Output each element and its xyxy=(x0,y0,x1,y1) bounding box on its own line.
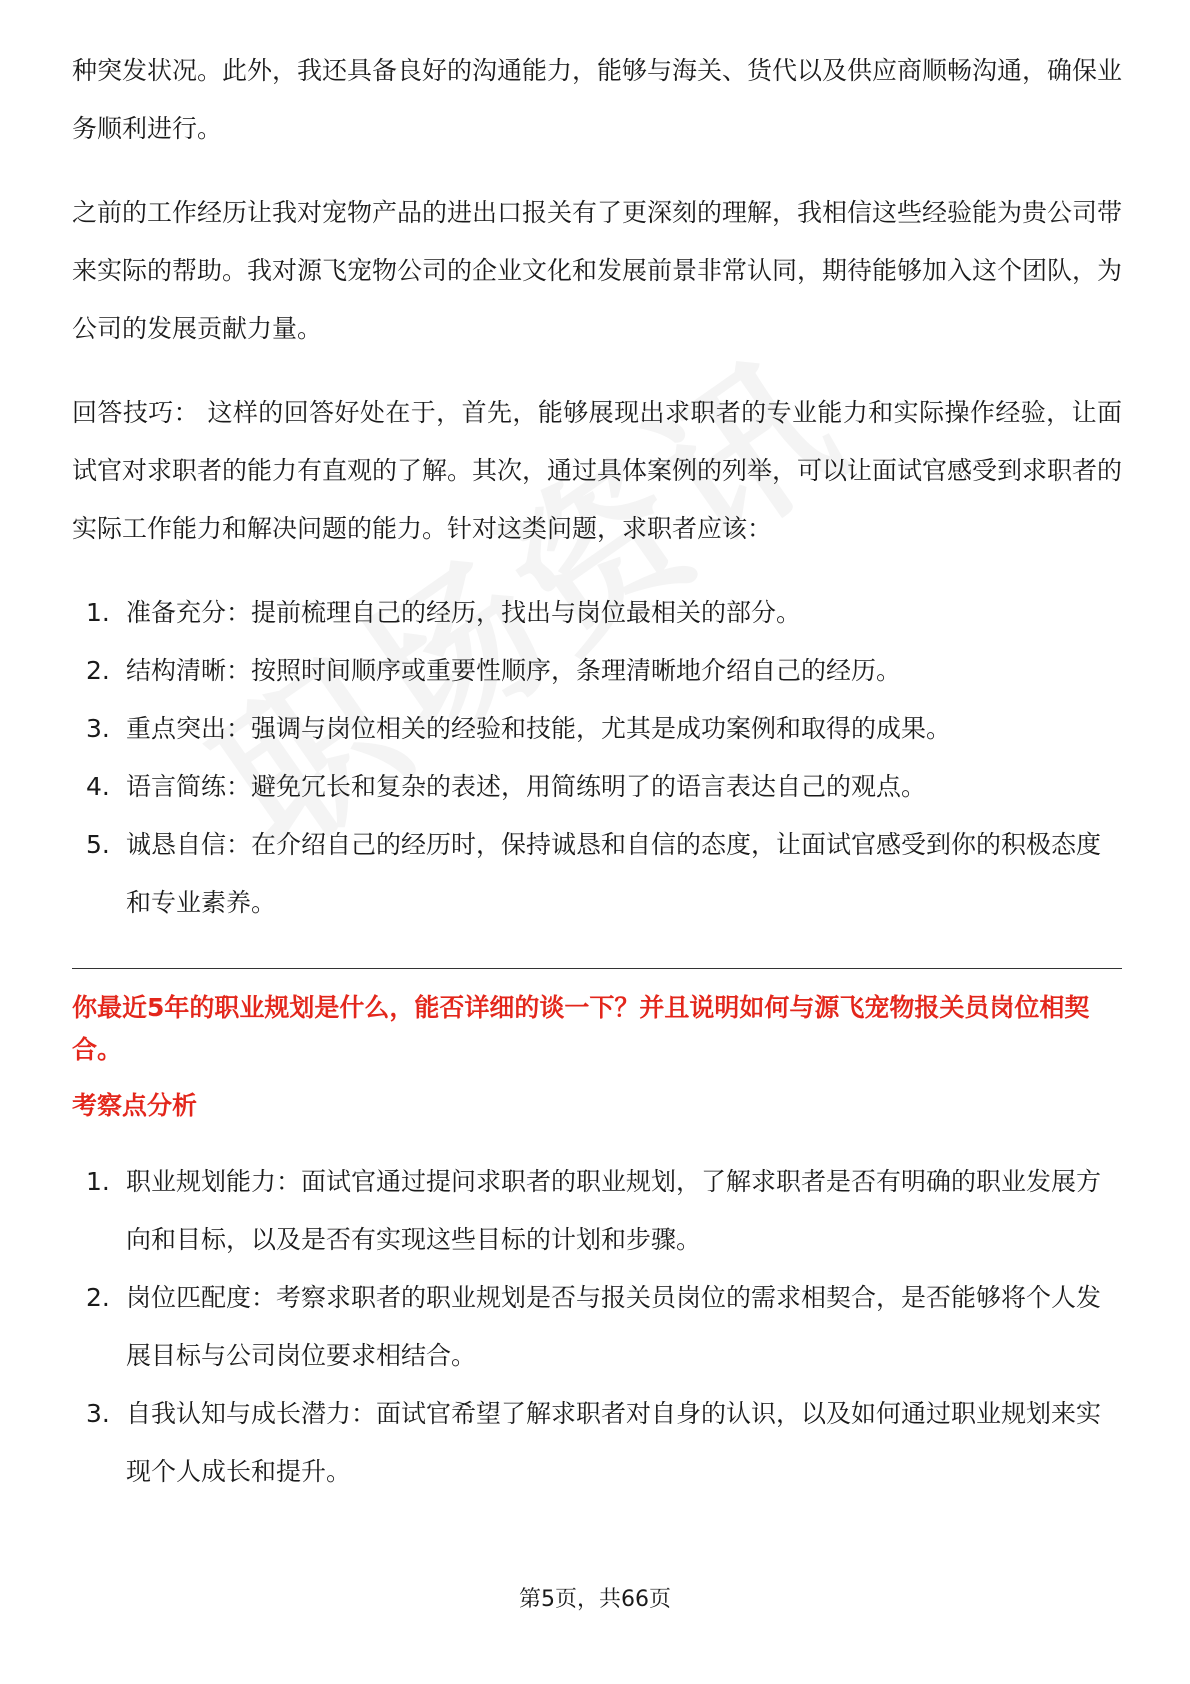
list-item xyxy=(72,816,1122,932)
list-number: 1. xyxy=(86,1167,110,1196)
list-text: 诚恳自信：在介绍自己的经历时，保持诚恳和自信的态度，让面试官感受到你的积极态度和专业素养。 xyxy=(126,830,1102,917)
list-number: 2. xyxy=(86,1283,110,1312)
interview-question: 你最近5年的职业规划是什么，能否详细的谈一下？并且说明如何与源飞宠物报关员岗位相契合。 xyxy=(72,993,1090,1064)
list-text: 结构清晰：按照时间顺序或重要性顺序，条理清晰地介绍自己的经历。 xyxy=(126,656,902,685)
list-text: 语言简练：避免冗长和复杂的表述，用简练明了的语言表达自己的观点。 xyxy=(126,772,927,801)
list-item xyxy=(72,1385,1122,1501)
list-number: 3. xyxy=(86,714,110,743)
tips-list xyxy=(72,584,1122,932)
paragraph-continuation: 种突发状况。此外，我还具备良好的沟通能力，能够与海关、货代以及供应商顺畅沟通，确保业务顺利进行。 xyxy=(72,56,1123,143)
list-text: 重点突出：强调与岗位相关的经验和技能，尤其是成功案例和取得的成果。 xyxy=(126,714,952,743)
list-text: 职业规划能力：面试官通过提问求职者的职业规划，了解求职者是否有明确的职业发展方向和目标，以及是否有实现这些目标的计划和步骤。 xyxy=(126,1167,1102,1254)
list-text: 准备充分：提前梳理自己的经历，找出与岗位最相关的部分。 xyxy=(126,598,802,627)
list-number: 1. xyxy=(86,598,110,627)
page-content xyxy=(72,42,1122,1501)
list-number: 5. xyxy=(86,830,110,859)
list-text: 自我认知与成长潜力：面试官希望了解求职者对自身的认识，以及如何通过职业规划来实现个人成长和提升。 xyxy=(126,1399,1102,1486)
list-item xyxy=(72,758,1122,816)
list-item xyxy=(72,1269,1122,1385)
page-footer: 第5页，共66页 xyxy=(519,1587,671,1612)
list-item xyxy=(72,1153,1122,1269)
paragraph-answer-tips: 回答技巧： 这样的回答好处在于，首先，能够展现出求职者的专业能力和实际操作经验，让面试官对求职者的能力有直观的了解。其次，通过具体案例的列举，可以让面试官感受到求职者的实际工作能力和解决问题的能力。针对这类问题，求职者应该： xyxy=(72,398,1123,543)
list-text: 岗位匹配度：考察求职者的职业规划是否与报关员岗位的需求相契合，是否能够将个人发展目标与公司岗位要求相结合。 xyxy=(126,1283,1102,1370)
analysis-points-list xyxy=(72,1153,1122,1501)
list-number: 2. xyxy=(86,656,110,685)
list-item xyxy=(72,642,1122,700)
paragraph-experience: 之前的工作经历让我对宠物产品的进出口报关有了更深刻的理解，我相信这些经验能为贵公司带来实际的帮助。我对源飞宠物公司的企业文化和发展前景非常认同，期待能够加入这个团队，为公司的发展贡献力量。 xyxy=(72,198,1123,343)
section-title: 考察点分析 xyxy=(72,1091,198,1120)
list-item xyxy=(72,700,1122,758)
list-number: 4. xyxy=(86,772,110,801)
list-number: 3. xyxy=(86,1399,110,1428)
section-divider xyxy=(72,968,1122,969)
list-item xyxy=(72,584,1122,642)
